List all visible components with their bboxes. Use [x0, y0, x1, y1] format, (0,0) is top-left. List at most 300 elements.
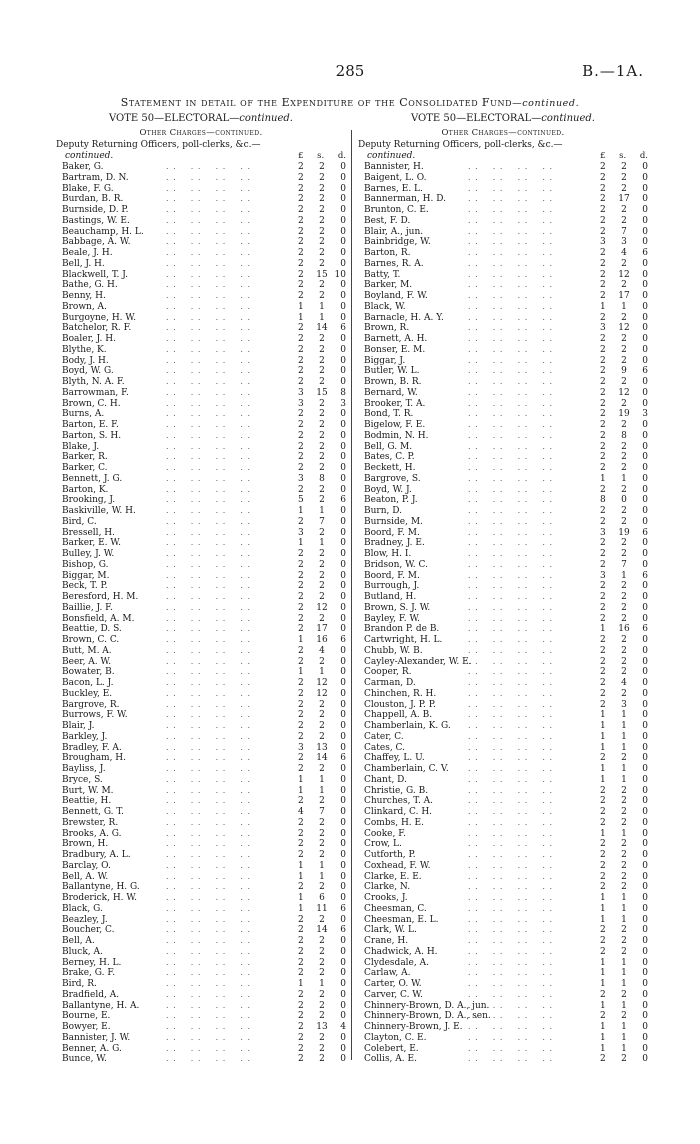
amount-pounds: 2: [298, 377, 304, 387]
leader-dots: . . . . . . . .: [468, 688, 554, 698]
amount-pounds: 2: [600, 667, 606, 678]
amount: [298, 904, 346, 915]
table-row: [56, 1011, 346, 1022]
payee-name: Brake, G. F.: [62, 968, 116, 979]
amount-pounds: 2: [298, 688, 304, 699]
amount-shillings: 2: [319, 817, 325, 828]
amount: [298, 721, 346, 732]
table-row: [358, 194, 648, 205]
amount-pence: 0: [340, 882, 346, 893]
amount-shillings: 2: [621, 506, 627, 516]
payee-name: Bird, C.: [62, 516, 97, 527]
payee-name: Berney, H. L.: [62, 957, 122, 968]
leader-dots: . . . . . . . .: [468, 549, 554, 558]
amount-pence: 0: [642, 828, 648, 839]
amount: [600, 624, 648, 635]
amount-pounds: 2: [298, 215, 304, 226]
leader-dots: . . . . . . . .: [166, 688, 252, 698]
amount-pence: 0: [642, 430, 648, 441]
amount: [600, 162, 648, 173]
amount-shillings: 1: [621, 903, 627, 914]
amount-shillings: 1: [319, 312, 325, 323]
amount: [298, 990, 346, 1001]
amount-pence: 0: [642, 979, 648, 989]
amount-pence: 0: [642, 226, 648, 237]
amount-pence: 0: [340, 914, 346, 925]
amount-pence: 0: [340, 355, 346, 366]
amount-pence: 0: [340, 989, 346, 1000]
amount-shillings: 4: [621, 248, 627, 258]
table-row: [358, 302, 648, 313]
amount-pence: 0: [642, 1011, 648, 1022]
payee-name: Baigent, L. O.: [364, 172, 427, 183]
leader-dots: . . . . . . . .: [468, 753, 554, 763]
leader-dots: . . . . . . . .: [166, 1054, 252, 1064]
amount: [298, 667, 346, 678]
amount-shillings: 2: [319, 882, 325, 893]
leader-dots: . . . . . . . .: [468, 764, 554, 773]
amount: [600, 893, 648, 904]
amount-shillings: 2: [621, 613, 627, 624]
table-row: [56, 646, 346, 657]
amount-pence: 0: [340, 527, 346, 538]
leader-dots: . . . . . . . .: [166, 721, 252, 730]
leader-dots: . . . . . . . .: [468, 1011, 554, 1021]
leader-dots: . . . . . . . .: [166, 430, 252, 440]
leader-dots: . . . . . . . .: [166, 172, 252, 182]
table-row: [358, 237, 648, 248]
amount: [600, 743, 648, 754]
table-row: [358, 463, 648, 474]
amount-pounds: 2: [298, 194, 304, 205]
column-divider: [351, 130, 352, 1060]
amount-shillings: 2: [621, 258, 627, 269]
amount-pence: 0: [340, 538, 346, 549]
amount: [600, 990, 648, 1001]
amount-pence: 0: [340, 248, 346, 258]
amount-pence: 0: [340, 194, 346, 205]
amount-pounds: 2: [600, 678, 606, 688]
left-pounds-header: £: [298, 151, 304, 161]
payee-name: Barnett, A. H.: [364, 334, 428, 344]
amount-pence: 0: [340, 1000, 346, 1011]
amount: [600, 1001, 648, 1012]
payee-name: Carter, O. W.: [364, 979, 422, 989]
table-row: [56, 388, 346, 399]
amount-shillings: 2: [319, 291, 325, 301]
leader-dots: . . . . . . . .: [468, 323, 554, 333]
leader-dots: . . . . . . . .: [468, 882, 554, 892]
left-intro-line1: Deputy Returning Officers, poll-clerks, &c.—: [56, 140, 261, 150]
amount-shillings: 14: [316, 925, 328, 936]
leader-dots: . . . . . . . .: [468, 957, 554, 967]
payee-name: Bartram, D. N.: [62, 172, 129, 183]
payee-name: Cartwright, H. L.: [364, 635, 443, 645]
leader-dots: . . . . . . . .: [166, 774, 252, 784]
payee-name: Bryce, S.: [62, 774, 103, 785]
table-row: [56, 571, 346, 582]
payee-name: Blythe, K.: [62, 344, 107, 355]
amount-pence: 0: [340, 817, 346, 828]
amount-pounds: 5: [298, 495, 304, 506]
amount-pounds: 1: [298, 538, 304, 549]
table-row: [358, 431, 648, 442]
payee-name: Cooke, F.: [364, 828, 406, 839]
payee-name: Carman, D.: [364, 678, 416, 688]
amount-pence: 0: [642, 688, 648, 699]
amount: [600, 442, 648, 453]
leader-dots: . . . . . . . .: [468, 796, 554, 806]
amount-pounds: 2: [298, 269, 304, 280]
table-row: [358, 248, 648, 259]
payee-name: Brooks, A. G.: [62, 828, 122, 839]
table-row: [358, 807, 648, 818]
amount: [298, 1054, 346, 1065]
amount-shillings: 2: [621, 667, 627, 678]
amount-pounds: 1: [298, 506, 304, 516]
amount: [298, 743, 346, 754]
amount-pounds: 2: [600, 484, 606, 495]
leader-dots: . . . . . . . .: [468, 237, 554, 247]
amount: [600, 388, 648, 399]
payee-name: Cheesman, C.: [364, 903, 427, 914]
amount: [600, 377, 648, 388]
table-row: [56, 861, 346, 872]
table-row: [56, 528, 346, 539]
amount-pence: 0: [642, 968, 648, 979]
table-row: [56, 280, 346, 291]
amount-pounds: 2: [298, 989, 304, 1000]
table-row: [56, 1001, 346, 1012]
amount: [600, 474, 648, 485]
amount: [600, 678, 648, 689]
amount: [600, 409, 648, 420]
amount-pence: 0: [642, 377, 648, 387]
payee-name: Burn, D.: [364, 506, 402, 516]
amount-pounds: 2: [600, 280, 606, 291]
leader-dots: . . . . . . . .: [468, 624, 554, 634]
payee-name: Barker, C.: [62, 463, 108, 473]
amount-pounds: 2: [298, 602, 304, 613]
amount: [298, 614, 346, 625]
leader-dots: . . . . . . . .: [166, 1032, 252, 1042]
table-row: [358, 356, 648, 367]
leader-dots: . . . . . . . .: [166, 871, 252, 881]
leader-dots: . . . . . . . .: [166, 463, 252, 472]
amount-pounds: 2: [298, 753, 304, 764]
amount-shillings: 2: [319, 549, 325, 559]
payee-name: Bastings, W. E.: [62, 215, 130, 226]
payee-name: Carlaw, A.: [364, 968, 411, 979]
amount-pence: 0: [642, 1043, 648, 1054]
payee-name: Burgoyne, H. W.: [62, 312, 136, 323]
amount-pounds: 2: [600, 635, 606, 645]
leader-dots: . . . . . . . .: [166, 1043, 252, 1053]
amount-pounds: 2: [600, 355, 606, 366]
payee-name: Barclay, O.: [62, 860, 111, 871]
amount-shillings: 2: [319, 764, 325, 774]
table-row: [56, 882, 346, 893]
amount-pence: 0: [642, 850, 648, 860]
amount-pence: 0: [642, 796, 648, 807]
amount-pence: 0: [340, 312, 346, 323]
amount-shillings: 2: [319, 914, 325, 925]
amount-pounds: 8: [600, 495, 606, 506]
table-row: [358, 581, 648, 592]
table-row: [358, 936, 648, 947]
amount-shillings: 2: [319, 828, 325, 839]
table-row: [56, 549, 346, 560]
table-row: [358, 968, 648, 979]
payee-name: Cater, C.: [364, 731, 404, 742]
amount-shillings: 2: [621, 635, 627, 645]
amount-pounds: 2: [298, 183, 304, 194]
payee-name: Chubb, W. B.: [364, 645, 423, 656]
amount-shillings: 1: [319, 301, 325, 312]
amount-shillings: 2: [621, 398, 627, 409]
amount-shillings: 2: [319, 613, 325, 624]
table-row: [56, 248, 346, 259]
payee-name: Bressell, H.: [62, 527, 115, 538]
amount-pence: 0: [642, 989, 648, 1000]
amount: [298, 452, 346, 463]
leader-dots: . . . . . . . .: [468, 495, 554, 505]
amount-pence: 0: [642, 925, 648, 936]
amount-shillings: 2: [621, 807, 627, 817]
payee-name: Beazley, J.: [62, 914, 108, 925]
table-row: [56, 345, 346, 356]
amount: [600, 173, 648, 184]
leader-dots: . . . . . . . .: [468, 194, 554, 204]
amount-pence: 0: [340, 205, 346, 215]
amount-pence: 0: [340, 796, 346, 807]
amount: [298, 485, 346, 496]
amount-pence: 0: [340, 409, 346, 420]
amount-pence: 0: [340, 559, 346, 570]
table-row: [358, 291, 648, 302]
amount-shillings: 2: [621, 205, 627, 215]
amount-shillings: 2: [319, 559, 325, 570]
amount-pounds: 1: [600, 1022, 606, 1032]
table-row: [56, 334, 346, 345]
amount-pence: 0: [642, 506, 648, 516]
amount-shillings: 2: [319, 936, 325, 946]
amount: [298, 227, 346, 238]
amount-pounds: 2: [298, 624, 304, 635]
amount: [600, 506, 648, 517]
amount-pence: 0: [642, 559, 648, 570]
table-row: [56, 323, 346, 334]
amount-pounds: 1: [298, 312, 304, 323]
amount-pence: 0: [642, 1000, 648, 1011]
leader-dots: . . . . . . . .: [468, 280, 554, 290]
amount-shillings: 2: [319, 495, 325, 506]
payee-name: Bradney, J. E.: [364, 538, 425, 549]
leader-dots: . . . . . . . .: [166, 710, 252, 720]
payee-name: Clarke, E. E.: [364, 871, 422, 882]
amount-pounds: 1: [600, 903, 606, 914]
right-vote-title-cont: continued.: [541, 113, 595, 124]
leader-dots: . . . . . . . .: [166, 602, 252, 612]
amount: [298, 872, 346, 883]
leader-dots: . . . . . . . .: [468, 377, 554, 386]
amount-pence: 6: [642, 624, 648, 635]
table-row: [358, 227, 648, 238]
amount-pence: 0: [642, 592, 648, 602]
payee-name: Carver, C. W.: [364, 989, 423, 1000]
table-row: [358, 710, 648, 721]
amount-pence: 0: [642, 667, 648, 678]
right-intro-line2: continued.: [367, 151, 416, 161]
payee-name: Bradley, F. A.: [62, 742, 122, 753]
table-row: [358, 753, 648, 764]
statement-heading: [0, 96, 700, 109]
amount-pounds: 1: [600, 731, 606, 742]
table-row: [358, 538, 648, 549]
amount-pounds: 2: [298, 291, 304, 301]
amount-shillings: 2: [319, 946, 325, 957]
leader-dots: . . . . . . . .: [166, 1022, 252, 1031]
amount-pounds: 1: [600, 742, 606, 753]
amount-shillings: 1: [621, 914, 627, 925]
amount-shillings: 2: [319, 570, 325, 581]
amount-pence: 0: [340, 1032, 346, 1043]
leader-dots: . . . . . . . .: [166, 344, 252, 354]
payee-name: Clinkard, C. H.: [364, 807, 433, 817]
amount-shillings: 2: [621, 312, 627, 323]
amount: [600, 366, 648, 377]
table-row: [56, 1044, 346, 1055]
leader-dots: . . . . . . . .: [468, 473, 554, 483]
amount-pounds: 2: [298, 516, 304, 527]
amount: [298, 420, 346, 431]
amount-pounds: 2: [600, 258, 606, 269]
payee-name: Bridson, W. C.: [364, 559, 428, 570]
table-row: [358, 366, 648, 377]
table-row: [56, 399, 346, 410]
amount: [600, 495, 648, 506]
amount: [298, 624, 346, 635]
left-entries: [56, 162, 346, 1065]
table-row: [358, 678, 648, 689]
amount-shillings: 1: [621, 1032, 627, 1043]
amount-pounds: 2: [600, 656, 606, 667]
amount-shillings: 2: [621, 280, 627, 291]
amount: [298, 474, 346, 485]
amount-pounds: 1: [298, 893, 304, 903]
table-row: [56, 313, 346, 324]
leader-dots: . . . . . . . .: [468, 183, 554, 193]
amount-pounds: 2: [600, 936, 606, 946]
amount-pounds: 1: [600, 774, 606, 785]
amount-pounds: 1: [298, 785, 304, 796]
amount-pence: 6: [642, 527, 648, 538]
payee-name: Cayley-Alexander, W. E.: [364, 656, 472, 667]
payee-name: Chappell, A. B.: [364, 710, 433, 721]
payee-name: Blow, H. I.: [364, 549, 412, 559]
payee-name: Chinchen, R. H.: [364, 688, 437, 699]
amount-pence: 0: [340, 785, 346, 796]
leader-dots: . . . . . . . .: [166, 194, 252, 204]
amount-pence: 0: [340, 183, 346, 194]
amount-pounds: 2: [600, 409, 606, 420]
amount-pence: 0: [340, 871, 346, 882]
table-row: [358, 345, 648, 356]
amount-pounds: 2: [600, 549, 606, 559]
table-row: [56, 710, 346, 721]
leader-dots: . . . . . . . .: [166, 516, 252, 526]
amount-shillings: 2: [621, 1054, 627, 1065]
amount-shillings: 2: [319, 215, 325, 226]
amount: [600, 1033, 648, 1044]
amount-shillings: 9: [621, 366, 627, 377]
payee-name: Burt, W. M.: [62, 785, 114, 796]
payee-name: Bainbridge, W.: [364, 237, 431, 248]
amount: [600, 947, 648, 958]
amount: [298, 764, 346, 775]
right-shillings-header: s.: [619, 151, 627, 161]
payee-name: Chinnery-Brown, D. A., jun.: [364, 1000, 490, 1011]
table-row: [56, 517, 346, 528]
right-entries: [358, 162, 648, 1065]
table-row: [56, 818, 346, 829]
amount-shillings: 2: [621, 334, 627, 344]
amount-pounds: 2: [600, 194, 606, 205]
amount-pounds: 3: [298, 527, 304, 538]
right-intro: [358, 140, 648, 162]
amount-pounds: 2: [298, 570, 304, 581]
leader-dots: . . . . . . . .: [166, 409, 252, 419]
table-row: [358, 334, 648, 345]
amount: [600, 1044, 648, 1055]
payee-name: Bonser, E. M.: [364, 344, 426, 355]
amount-pence: 0: [340, 688, 346, 699]
amount-shillings: 1: [319, 774, 325, 785]
amount-shillings: 2: [319, 721, 325, 731]
amount-pence: 0: [642, 753, 648, 764]
table-row: [358, 1054, 648, 1065]
payee-name: Baskiville, W. H.: [62, 506, 136, 516]
amount: [298, 1011, 346, 1022]
left-lsd-header: [298, 151, 346, 162]
amount-shillings: 2: [319, 527, 325, 538]
table-row: [56, 850, 346, 861]
payee-name: Beauchamp, H. L.: [62, 226, 144, 237]
table-row: [358, 205, 648, 216]
amount: [298, 775, 346, 786]
payee-name: Bell, A.: [62, 936, 95, 946]
amount-pounds: 2: [600, 753, 606, 764]
amount-pounds: 1: [298, 774, 304, 785]
amount: [600, 839, 648, 850]
payee-name: Brown, C. H.: [62, 398, 121, 409]
leader-dots: . . . . . . . .: [166, 377, 252, 386]
table-row: [56, 409, 346, 420]
amount: [600, 280, 648, 291]
table-row: [56, 753, 346, 764]
amount-shillings: 4: [621, 678, 627, 688]
table-row: [56, 227, 346, 238]
amount: [298, 796, 346, 807]
amount-pounds: 1: [600, 957, 606, 968]
amount-pence: 0: [340, 592, 346, 602]
amount: [600, 517, 648, 528]
payee-name: Blair, J.: [62, 721, 95, 731]
amount: [298, 678, 346, 689]
payee-name: Beckett, H.: [364, 463, 416, 473]
table-row: [358, 721, 648, 732]
amount: [298, 1001, 346, 1012]
